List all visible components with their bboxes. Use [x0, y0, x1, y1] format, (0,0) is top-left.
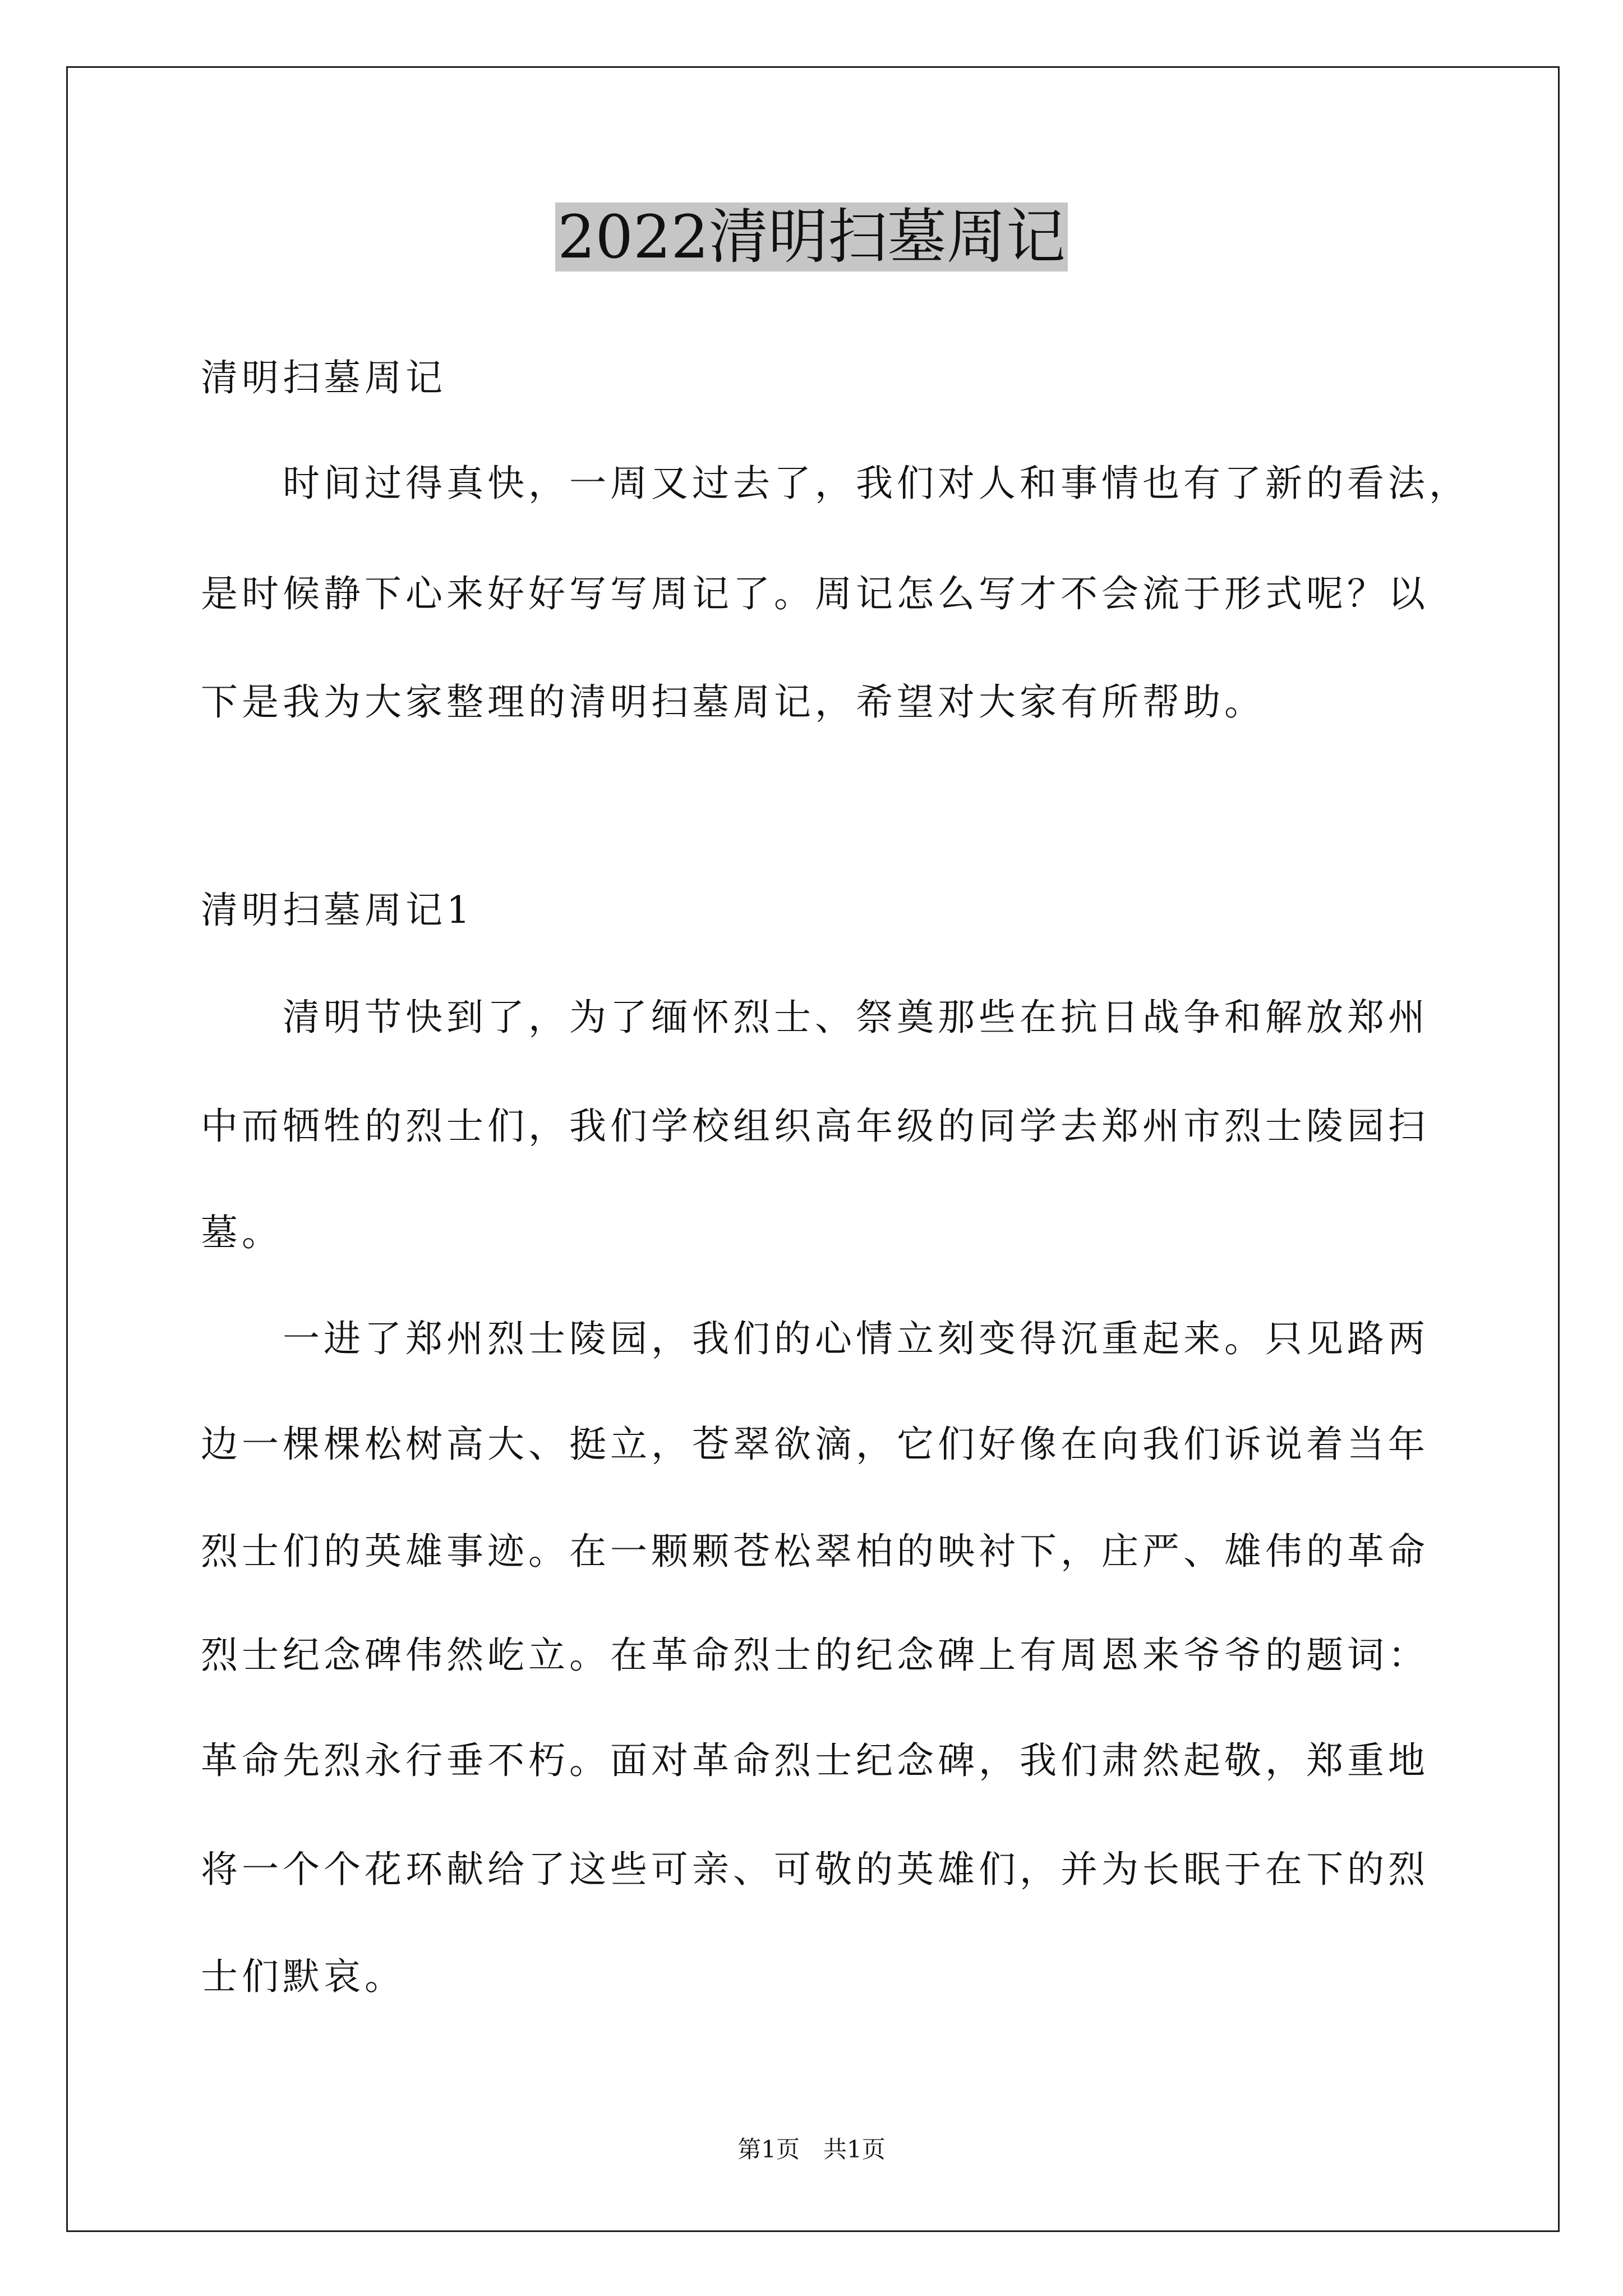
- document-title: 2022清明扫墓周记: [555, 203, 1068, 272]
- page-number-footer: 第1页 共1页: [737, 2136, 886, 2163]
- paragraph-line: 烈士纪念碑伟然屹立。在革命烈士的纪念碑上有周恩来爷爷的题词：: [201, 1634, 1429, 1677]
- paragraph-line: 清明节快到了，为了缅怀烈士、祭奠那些在抗日战争和解放郑州: [283, 996, 1429, 1039]
- paragraph-line: 墓。: [201, 1211, 283, 1254]
- section-heading-intro: 清明扫墓周记: [201, 356, 446, 399]
- paragraph-line: 边一棵棵松树高大、挺立，苍翠欲滴，它们好像在向我们诉说着当年: [201, 1423, 1429, 1466]
- paragraph-line: 革命先烈永行垂不朽。面对革命烈士纪念碑，我们肃然起敬，郑重地: [201, 1739, 1429, 1782]
- paragraph-line: 是时候静下心来好好写写周记了。周记怎么写才不会流于形式呢？以: [201, 572, 1429, 615]
- paragraph-line: 一进了郑州烈士陵园，我们的心情立刻变得沉重起来。只见路两: [283, 1317, 1429, 1360]
- section-heading-entry-1: 清明扫墓周记1: [201, 889, 474, 932]
- paragraph-line: 下是我为大家整理的清明扫墓周记，希望对大家有所帮助。: [201, 680, 1265, 724]
- paragraph-line: 将一个个花环献给了这些可亲、可敬的英雄们，并为长眠于在下的烈: [201, 1848, 1429, 1891]
- paragraph-line: 烈士们的英雄事迹。在一颗颗苍松翠柏的映衬下，庄严、雄伟的革命: [201, 1530, 1429, 1573]
- paragraph-line: 中而牺牲的烈士们，我们学校组织高年级的同学去郑州市烈士陵园扫: [201, 1105, 1429, 1148]
- paragraph-line: 士们默哀。: [201, 1955, 405, 1998]
- title-container: [0, 203, 1623, 272]
- paragraph-line: 时间过得真快，一周又过去了，我们对人和事情也有了新的看法，: [283, 462, 1470, 505]
